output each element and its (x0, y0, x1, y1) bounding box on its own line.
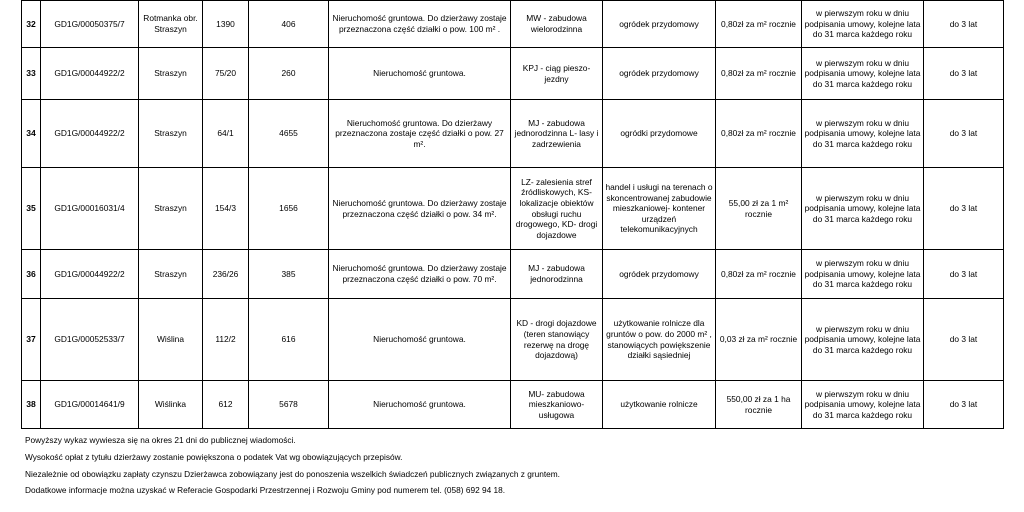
plot-area: 260 (249, 48, 329, 100)
payment-deadline: w pierwszym roku w dniu podpisania umowy, kolejne lata do 31 marca każdego roku (802, 250, 924, 299)
lease-period: do 3 lat (924, 48, 1004, 100)
property-description: Nieruchomość gruntowa. Do dzierżawy zostaje przeznaczona część działki o pow. 70 m². (329, 250, 511, 299)
lease-table (21, 0, 1004, 429)
table-row (22, 48, 1004, 100)
rent-rate: 0,80zł za m² rocznie (716, 1, 802, 48)
plot-area: 616 (249, 299, 329, 381)
row-number: 37 (22, 299, 41, 381)
rent-rate: 55,00 zł za 1 m² rocznie (716, 168, 802, 250)
lease-period: do 3 lat (924, 100, 1004, 168)
rent-rate: 0,03 zł za m² rocznie (716, 299, 802, 381)
rent-rate: 0,80zł za m² rocznie (716, 48, 802, 100)
usage-purpose: handel i usługi na terenach o skoncentrowanej zabudowie mieszkaniowej- kontener urządzeń telekomunikacyjnych (603, 168, 716, 250)
land-register-number: GD1G/00052533/7 (41, 299, 139, 381)
table-row (22, 250, 1004, 299)
note-vat: Wysokość opłat z tytułu dzierżawy zostanie powiększona o podatek Vat wg obowiązujących przepisów. (25, 451, 403, 462)
zoning-plan: KPJ - ciąg pieszo-jezdny (511, 48, 603, 100)
payment-deadline: w pierwszym roku w dniu podpisania umowy, kolejne lata do 31 marca każdego roku (802, 1, 924, 48)
precinct: Straszyn (139, 48, 203, 100)
row-number: 32 (22, 1, 41, 48)
zoning-plan: MW - zabudowa wielorodzinna (511, 1, 603, 48)
plot-area: 406 (249, 1, 329, 48)
land-register-number: GD1G/00044922/2 (41, 48, 139, 100)
payment-deadline: w pierwszym roku w dniu podpisania umowy, kolejne lata do 31 marca każdego roku (802, 299, 924, 381)
property-description: Nieruchomość gruntowa. Do dzierżawy zostaje przeznaczona część działki o pow. 100 m² . (329, 1, 511, 48)
land-register-number: GD1G/00050375/7 (41, 1, 139, 48)
plot-area: 4655 (249, 100, 329, 168)
property-description: Nieruchomość gruntowa. Do dzierżawy zostaje przeznaczona część działki o pow. 34 m². (329, 168, 511, 250)
land-register-number: GD1G/00044922/2 (41, 100, 139, 168)
table-row (22, 299, 1004, 381)
land-register-number: GD1G/00044922/2 (41, 250, 139, 299)
property-description: Nieruchomość gruntowa. Do dzierżawy przeznaczona zostaje część działki o pow. 27 m². (329, 100, 511, 168)
lease-period: do 3 lat (924, 299, 1004, 381)
zoning-plan: MJ - zabudowa jednorodzinna L- lasy i zadrzewienia (511, 100, 603, 168)
usage-purpose: ogródki przydomowe (603, 100, 716, 168)
plot-number: 612 (203, 381, 249, 429)
payment-deadline: w pierwszym roku w dniu podpisania umowy, kolejne lata do 31 marca każdego roku (802, 168, 924, 250)
usage-purpose: ogródek przydomowy (603, 250, 716, 299)
plot-number: 236/26 (203, 250, 249, 299)
row-number: 36 (22, 250, 41, 299)
table-row (22, 381, 1004, 429)
precinct: Straszyn (139, 250, 203, 299)
payment-deadline: w pierwszym roku w dniu podpisania umowy, kolejne lata do 31 marca każdego roku (802, 381, 924, 429)
plot-number: 75/20 (203, 48, 249, 100)
usage-purpose: ogródek przydomowy (603, 1, 716, 48)
payment-deadline: w pierwszym roku w dniu podpisania umowy, kolejne lata do 31 marca każdego roku (802, 100, 924, 168)
property-description: Nieruchomość gruntowa. (329, 48, 511, 100)
table-row (22, 100, 1004, 168)
plot-number: 1390 (203, 1, 249, 48)
precinct: Rotmanka obr. Straszyn (139, 1, 203, 48)
rent-rate: 550,00 zł za 1 ha rocznie (716, 381, 802, 429)
table-row (22, 168, 1004, 250)
rent-rate: 0,80zł za m² rocznie (716, 250, 802, 299)
row-number: 38 (22, 381, 41, 429)
rent-rate: 0,80zł za m² rocznie (716, 100, 802, 168)
note-contact-info: Dodatkowe informacje można uzyskać w Referacie Gospodarki Przestrzennej i Rozwoju Gminy pod numerem tel. (058) 692 94 18. (25, 485, 506, 496)
usage-purpose: użytkowanie rolnicze dla gruntów o pow. do 2000 m² , stanowiących powiększenie działki sąsiedniej (603, 299, 716, 381)
precinct: Straszyn (139, 100, 203, 168)
precinct: Wiślinka (139, 381, 203, 429)
lease-period: do 3 lat (924, 168, 1004, 250)
note-display-period: Powyższy wykaz wywiesza się na okres 21 dni do publicznej wiadomości. (25, 435, 296, 445)
plot-number: 64/1 (203, 100, 249, 168)
table-row (22, 1, 1004, 48)
plot-number: 112/2 (203, 299, 249, 381)
lease-period: do 3 lat (924, 381, 1004, 429)
precinct: Straszyn (139, 168, 203, 250)
row-number: 33 (22, 48, 41, 100)
lease-period: do 3 lat (924, 250, 1004, 299)
land-register-number: GD1G/00014641/9 (41, 381, 139, 429)
footer-notes (25, 434, 560, 501)
land-register-number: GD1G/00016031/4 (41, 168, 139, 250)
zoning-plan: KD - drogi dojazdowe (teren stanowiący rezerwę na drogę dojazdową) (511, 299, 603, 381)
property-description: Nieruchomość gruntowa. (329, 381, 511, 429)
zoning-plan: LZ- zalesienia stref źródliskowych, KS- lokalizacje obiektów obsługi ruchu drogowego, KD- drogi dojazdowe (511, 168, 603, 250)
plot-area: 385 (249, 250, 329, 299)
zoning-plan: MU- zabudowa mieszkaniowo-usługowa (511, 381, 603, 429)
plot-area: 1656 (249, 168, 329, 250)
note-public-charges: Niezależnie od obowiązku zapłaty czynszu Dzierżawca zobowiązany jest do ponoszenia wszelkich świadczeń publicznych związanych z gruntem. (25, 468, 560, 479)
payment-deadline: w pierwszym roku w dniu podpisania umowy, kolejne lata do 31 marca każdego roku (802, 48, 924, 100)
table-body (22, 1, 1004, 429)
precinct: Wiślina (139, 299, 203, 381)
plot-area: 5678 (249, 381, 329, 429)
zoning-plan: MJ - zabudowa jednorodzinna (511, 250, 603, 299)
plot-number: 154/3 (203, 168, 249, 250)
lease-period: do 3 lat (924, 1, 1004, 48)
usage-purpose: użytkowanie rolnicze (603, 381, 716, 429)
row-number: 35 (22, 168, 41, 250)
property-description: Nieruchomość gruntowa. (329, 299, 511, 381)
row-number: 34 (22, 100, 41, 168)
usage-purpose: ogródek przydomowy (603, 48, 716, 100)
